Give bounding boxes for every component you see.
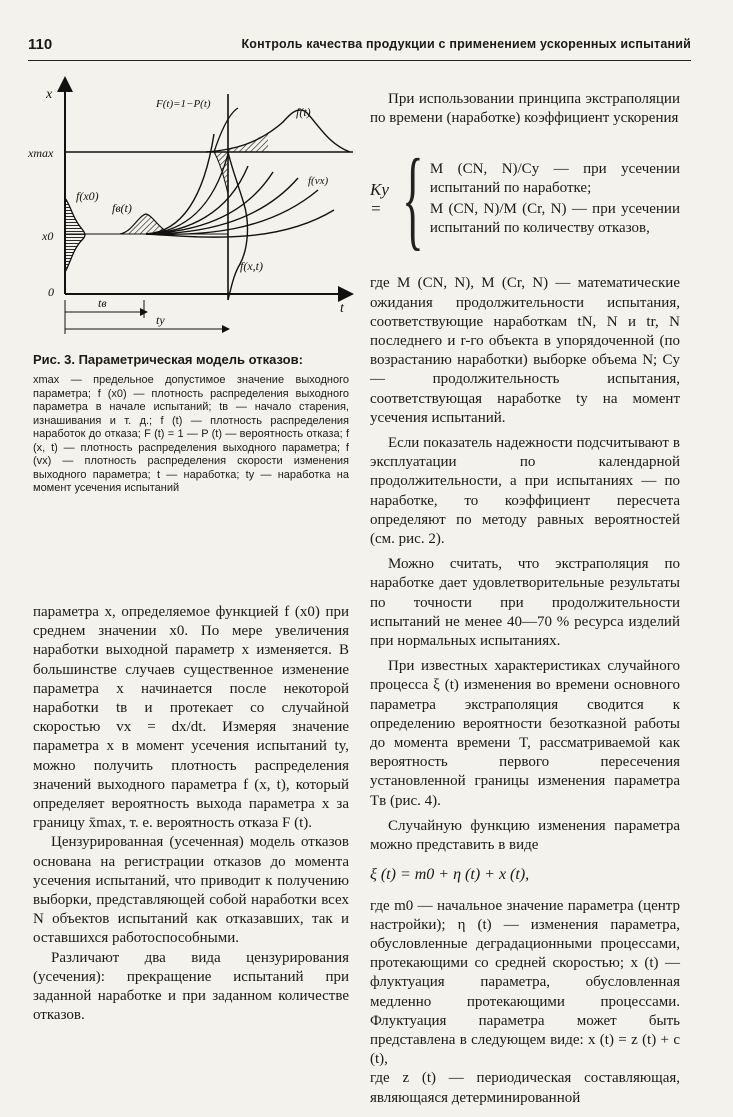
running-title: Контроль качества продукции с применением ускоренных испытаний <box>241 37 691 51</box>
label-x0: x0 <box>42 229 54 243</box>
left-paragraph-1: параметра x, определяемое функцией f (x0) при среднем значении x0. По мере увеличения наработки выходной параметр x изменяется. В большинстве случаев существенное изменение параметра x начинается после некоторой наработки tв и протекает со случайной скоростью vx = dx/dt. Измеряя значение параметра x в момент усечения испытаний ty, можно получить плотность распределения значений выходного параметра f (x, t), который определяет вероятность выхода параметра x за границу x̄max, т. е. вероятность отказа F (t). <box>33 604 349 832</box>
label-fv-t: fв(t) <box>112 201 132 215</box>
label-origin: 0 <box>48 285 54 299</box>
caption-text: xmax — предельное допустимое значение выходного параметра; f (x0) — плотность распределения выходного параметра в начале испытаний; tв — начало старения, изнашивания и т. д.; f (t) — плотность распределения наработок до отказа; F (t) = 1 — P (t) — вероятность отказа; f (x, t) — плотность распределения выходного параметра; f (vx) — плотность распределения скорости изменения выходного параметра; t — наработка; ty — наработка на момент усечения испытаний <box>33 374 349 494</box>
left-column <box>33 603 349 1025</box>
formula-case-1: M (CN, N)/Cy — при усечении испытаний по наработке; <box>429 161 680 197</box>
label-f-vx: f(vx) <box>308 175 329 187</box>
header-rule <box>28 60 691 61</box>
label-x-axis: x <box>46 87 53 102</box>
right-paragraph-1: При использовании принципа экстраполяции по времени (наработке) коэффициент ускорения <box>370 91 680 127</box>
right-paragraph-8: где z (t) — периодическая составляющая, являющаяся детерминированной <box>370 1070 680 1106</box>
formula-cases <box>430 158 680 240</box>
label-t-axis: t <box>340 301 344 316</box>
f-x0-curve <box>65 198 85 272</box>
failure-region <box>214 152 228 194</box>
right-paragraph-4: Можно считать, что экстраполяция по наработке дает удовлетворительные результаты по точности при продолжительности испытаний не менее 40—70 % ресурса изделий при нормальных испытаниях. <box>370 556 680 650</box>
label-F-t: F(t)=1−P(t) <box>156 98 211 110</box>
formula-brace: { <box>402 137 424 262</box>
label-xmax: xmax <box>28 146 54 160</box>
left-paragraph-2: Цензурированная (усеченная) модель отказов основана на регистрации отказов до момента усечения испытаний, что приводит к получению выборки, представляющей собой наработки всех N объектов испытаний как отказавших, так и оставшихся работоспособными. <box>33 834 349 947</box>
right-paragraph-3: Если показатель надежности подсчитывают в эксплуатации по календарной продолжительности, а при испытаниях — по наработке, то коэффициент пересчета определяют по методу равных вероятностей (см. рис. 2). <box>370 435 680 548</box>
label-t-y: ty <box>156 313 165 327</box>
F-t-curve <box>214 108 238 152</box>
figure-caption <box>33 352 349 496</box>
left-paragraph-3: Различают два вида цензурирования (усечения): прекращение испытаний при заданной наработке и при заданном количестве отказов. <box>33 949 349 1024</box>
label-f-x0: f(x0) <box>76 189 99 203</box>
f-t-hatch <box>228 132 268 152</box>
right-paragraph-2: где M (CN, N), M (Cr, N) — математические ожидания продолжительности испытания, соответствующие наработкам tN, N и tr, N последнего и r-го объекта в упорядоченной (по возрастанию наработки) выборке объема N; Cy — продолжительность испытания, соответствующая наработке ty на момент усечения испытаний. <box>370 275 680 426</box>
label-f-x-t: f(x,t) <box>240 259 263 273</box>
label-t-v: tв <box>98 296 107 310</box>
right-column <box>370 90 680 1108</box>
right-paragraph-6: Случайную функцию изменения параметра можно представить в виде <box>370 817 680 854</box>
right-paragraph-5: При известных характеристиках случайного процесса ξ (t) изменения во времени основного параметра экстраполяция сводится к определению вероятности безотказной работы до момента времени T, рассматриваемой как вероятность первого пересечения установленной границы изменения параметра Tв (рис. 4). <box>370 658 680 809</box>
page-number: 110 <box>28 36 53 53</box>
acceleration-formula <box>370 136 680 262</box>
formula-case-2: M (CN, N)/M (Cr, N) — при усечении испытаний по количеству отказов, <box>429 201 680 237</box>
caption-title: Рис. 3. Параметрическая модель отказов: <box>33 352 303 367</box>
label-f-t: f(t) <box>296 105 311 119</box>
right-paragraph-7: где m0 — начальное значение параметра (центр настройки); η (t) — изменения параметра, обусловленные деградационными процессами, протекающими со средней скоростью; x (t) — флуктуация параметра, обусловленная медленно протекающими процессами. Флуктуация параметра может быть представлена в следующем виде: x (t) = z (t) + c (t), <box>370 897 680 1068</box>
page-header <box>28 36 691 56</box>
random-function-equation: ξ (t) = m0 + η (t) + x (t), <box>370 866 530 884</box>
formula-lhs: Kу = <box>370 180 389 219</box>
parametric-failure-model-figure <box>28 74 354 344</box>
